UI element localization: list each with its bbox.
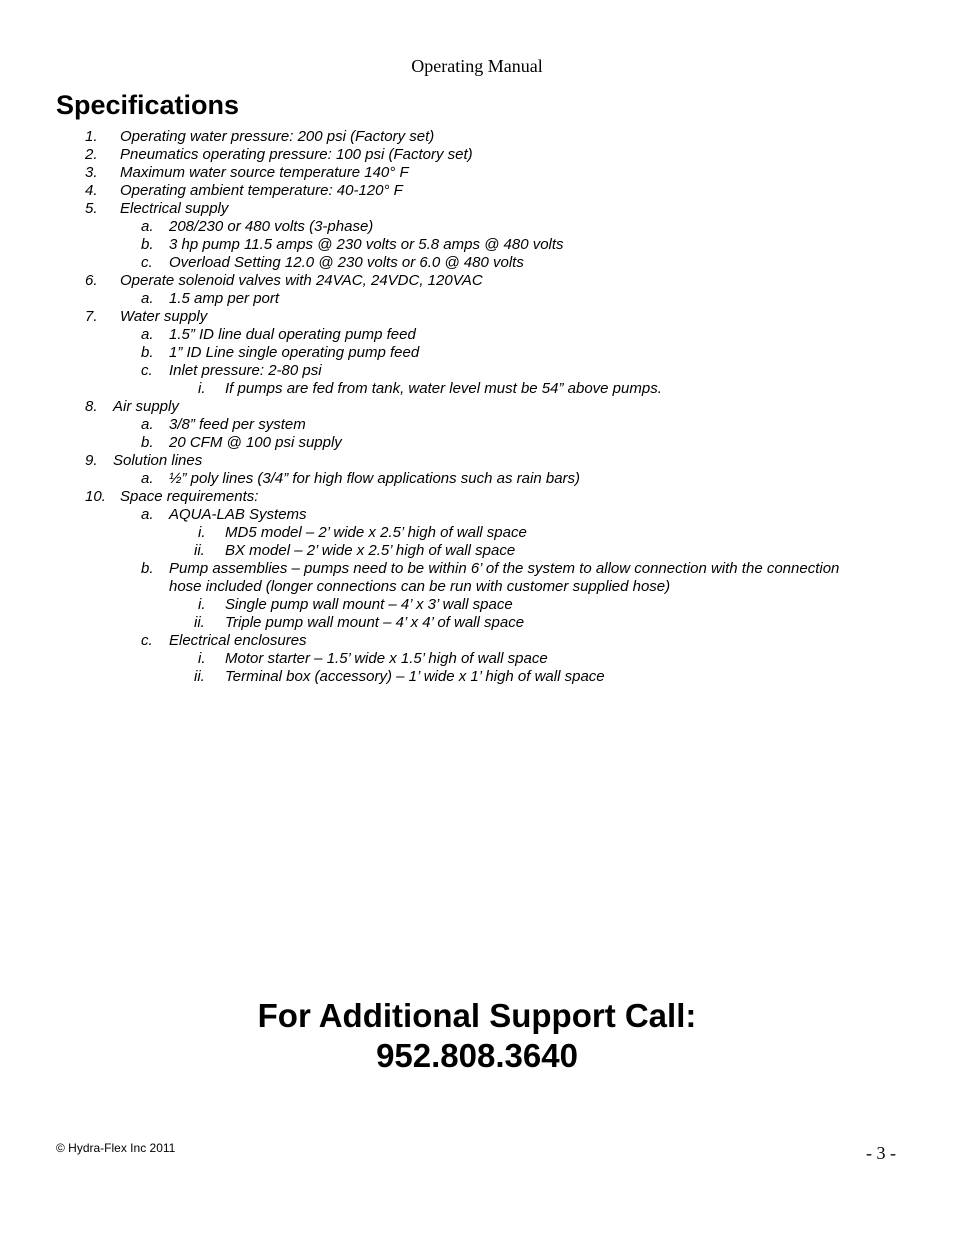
list-text: Overload Setting 12.0 @ 230 volts or 6.0 @ 480 volts xyxy=(169,254,524,271)
list-marker: a. xyxy=(141,506,154,523)
list-text: Space requirements: xyxy=(120,488,259,505)
list-text: BX model – 2’ wide x 2.5’ high of wall space xyxy=(225,542,516,559)
list-marker: i. xyxy=(198,380,206,397)
list-text: Solution lines xyxy=(113,452,203,469)
support-phone: 952.808.3640 xyxy=(376,1037,578,1074)
list-marker: 6. xyxy=(85,272,98,289)
list-marker: 10. xyxy=(85,488,106,505)
list-marker: 1. xyxy=(85,128,98,145)
list-marker: i. xyxy=(198,524,206,541)
list-marker: ii. xyxy=(194,614,205,631)
list-text: Operating water pressure: 200 psi (Factory set) xyxy=(120,128,435,145)
list-text: Inlet pressure: 2-80 psi xyxy=(169,362,322,379)
list-text: Air supply xyxy=(113,398,179,415)
list-text: Pneumatics operating pressure: 100 psi (Factory set) xyxy=(120,146,473,163)
list-marker: c. xyxy=(141,632,153,649)
list-text: ½” poly lines (3/4” for high flow applications such as rain bars) xyxy=(169,470,581,487)
list-marker: 4. xyxy=(85,182,98,199)
list-marker: 3. xyxy=(85,164,98,181)
list-text: Operate solenoid valves with 24VAC, 24VDC, 120VAC xyxy=(120,272,483,289)
list-marker: a. xyxy=(141,470,154,487)
list-text: Operating ambient temperature: 40-120° F xyxy=(120,182,403,199)
list-marker: 7. xyxy=(85,308,98,325)
list-text: 3 hp pump 11.5 amps @ 230 volts or 5.8 amps @ 480 volts xyxy=(169,236,564,253)
list-text: 1.5” ID line dual operating pump feed xyxy=(169,326,416,343)
list-marker: ii. xyxy=(194,542,205,559)
list-marker: a. xyxy=(141,290,154,307)
list-text: Electrical enclosures xyxy=(169,632,307,649)
copyright-notice: © Hydra-Flex Inc 2011 xyxy=(56,1141,176,1155)
list-text: Triple pump wall mount – 4’ x 4’ of wall space xyxy=(225,614,525,631)
list-marker: b. xyxy=(141,344,154,361)
list-text: AQUA-LAB Systems xyxy=(169,506,307,523)
list-text: Terminal box (accessory) – 1’ wide x 1’ high of wall space xyxy=(225,668,605,685)
list-marker: b. xyxy=(141,560,154,577)
list-marker: 5. xyxy=(85,200,98,217)
list-marker: c. xyxy=(141,362,153,379)
list-marker: i. xyxy=(198,596,206,613)
list-marker: 9. xyxy=(85,452,98,469)
list-marker: 8. xyxy=(85,398,98,415)
section-title: Specifications xyxy=(56,90,240,120)
list-text: Water supply xyxy=(120,308,208,325)
list-text: If pumps are fed from tank, water level must be 54” above pumps. xyxy=(225,380,662,397)
list-marker: b. xyxy=(141,236,154,253)
list-text: Motor starter – 1.5’ wide x 1.5’ high of wall space xyxy=(225,650,548,667)
list-text: 20 CFM @ 100 psi supply xyxy=(169,434,342,451)
list-text: MD5 model – 2’ wide x 2.5’ high of wall space xyxy=(225,524,527,541)
list-text: Pump assemblies – pumps need to be within 6’ of the system to allow connection with the connection hose included (longer connections can be run with customer supplied hose) xyxy=(169,560,840,595)
list-text: 208/230 or 480 volts (3-phase) xyxy=(169,218,374,235)
list-marker: b. xyxy=(141,434,154,451)
list-text: 1” ID Line single operating pump feed xyxy=(169,344,420,361)
list-marker: ii. xyxy=(194,668,205,685)
list-marker: 2. xyxy=(85,146,98,163)
list-text: Single pump wall mount – 4’ x 3’ wall space xyxy=(225,596,513,613)
running-header: Operating Manual xyxy=(411,56,543,76)
list-marker: i. xyxy=(198,650,206,667)
list-text: 3/8” feed per system xyxy=(169,416,306,433)
page-number: - 3 - xyxy=(866,1143,896,1163)
support-heading: For Additional Support Call: xyxy=(257,997,697,1034)
list-marker: a. xyxy=(141,416,154,433)
list-marker: a. xyxy=(141,326,154,343)
list-text: Electrical supply xyxy=(120,200,229,217)
support-callout xyxy=(0,996,954,1076)
list-marker: c. xyxy=(141,254,153,271)
list-text: 1.5 amp per port xyxy=(169,290,280,307)
list-text: Maximum water source temperature 140° F xyxy=(120,164,409,181)
list-marker: a. xyxy=(141,218,154,235)
